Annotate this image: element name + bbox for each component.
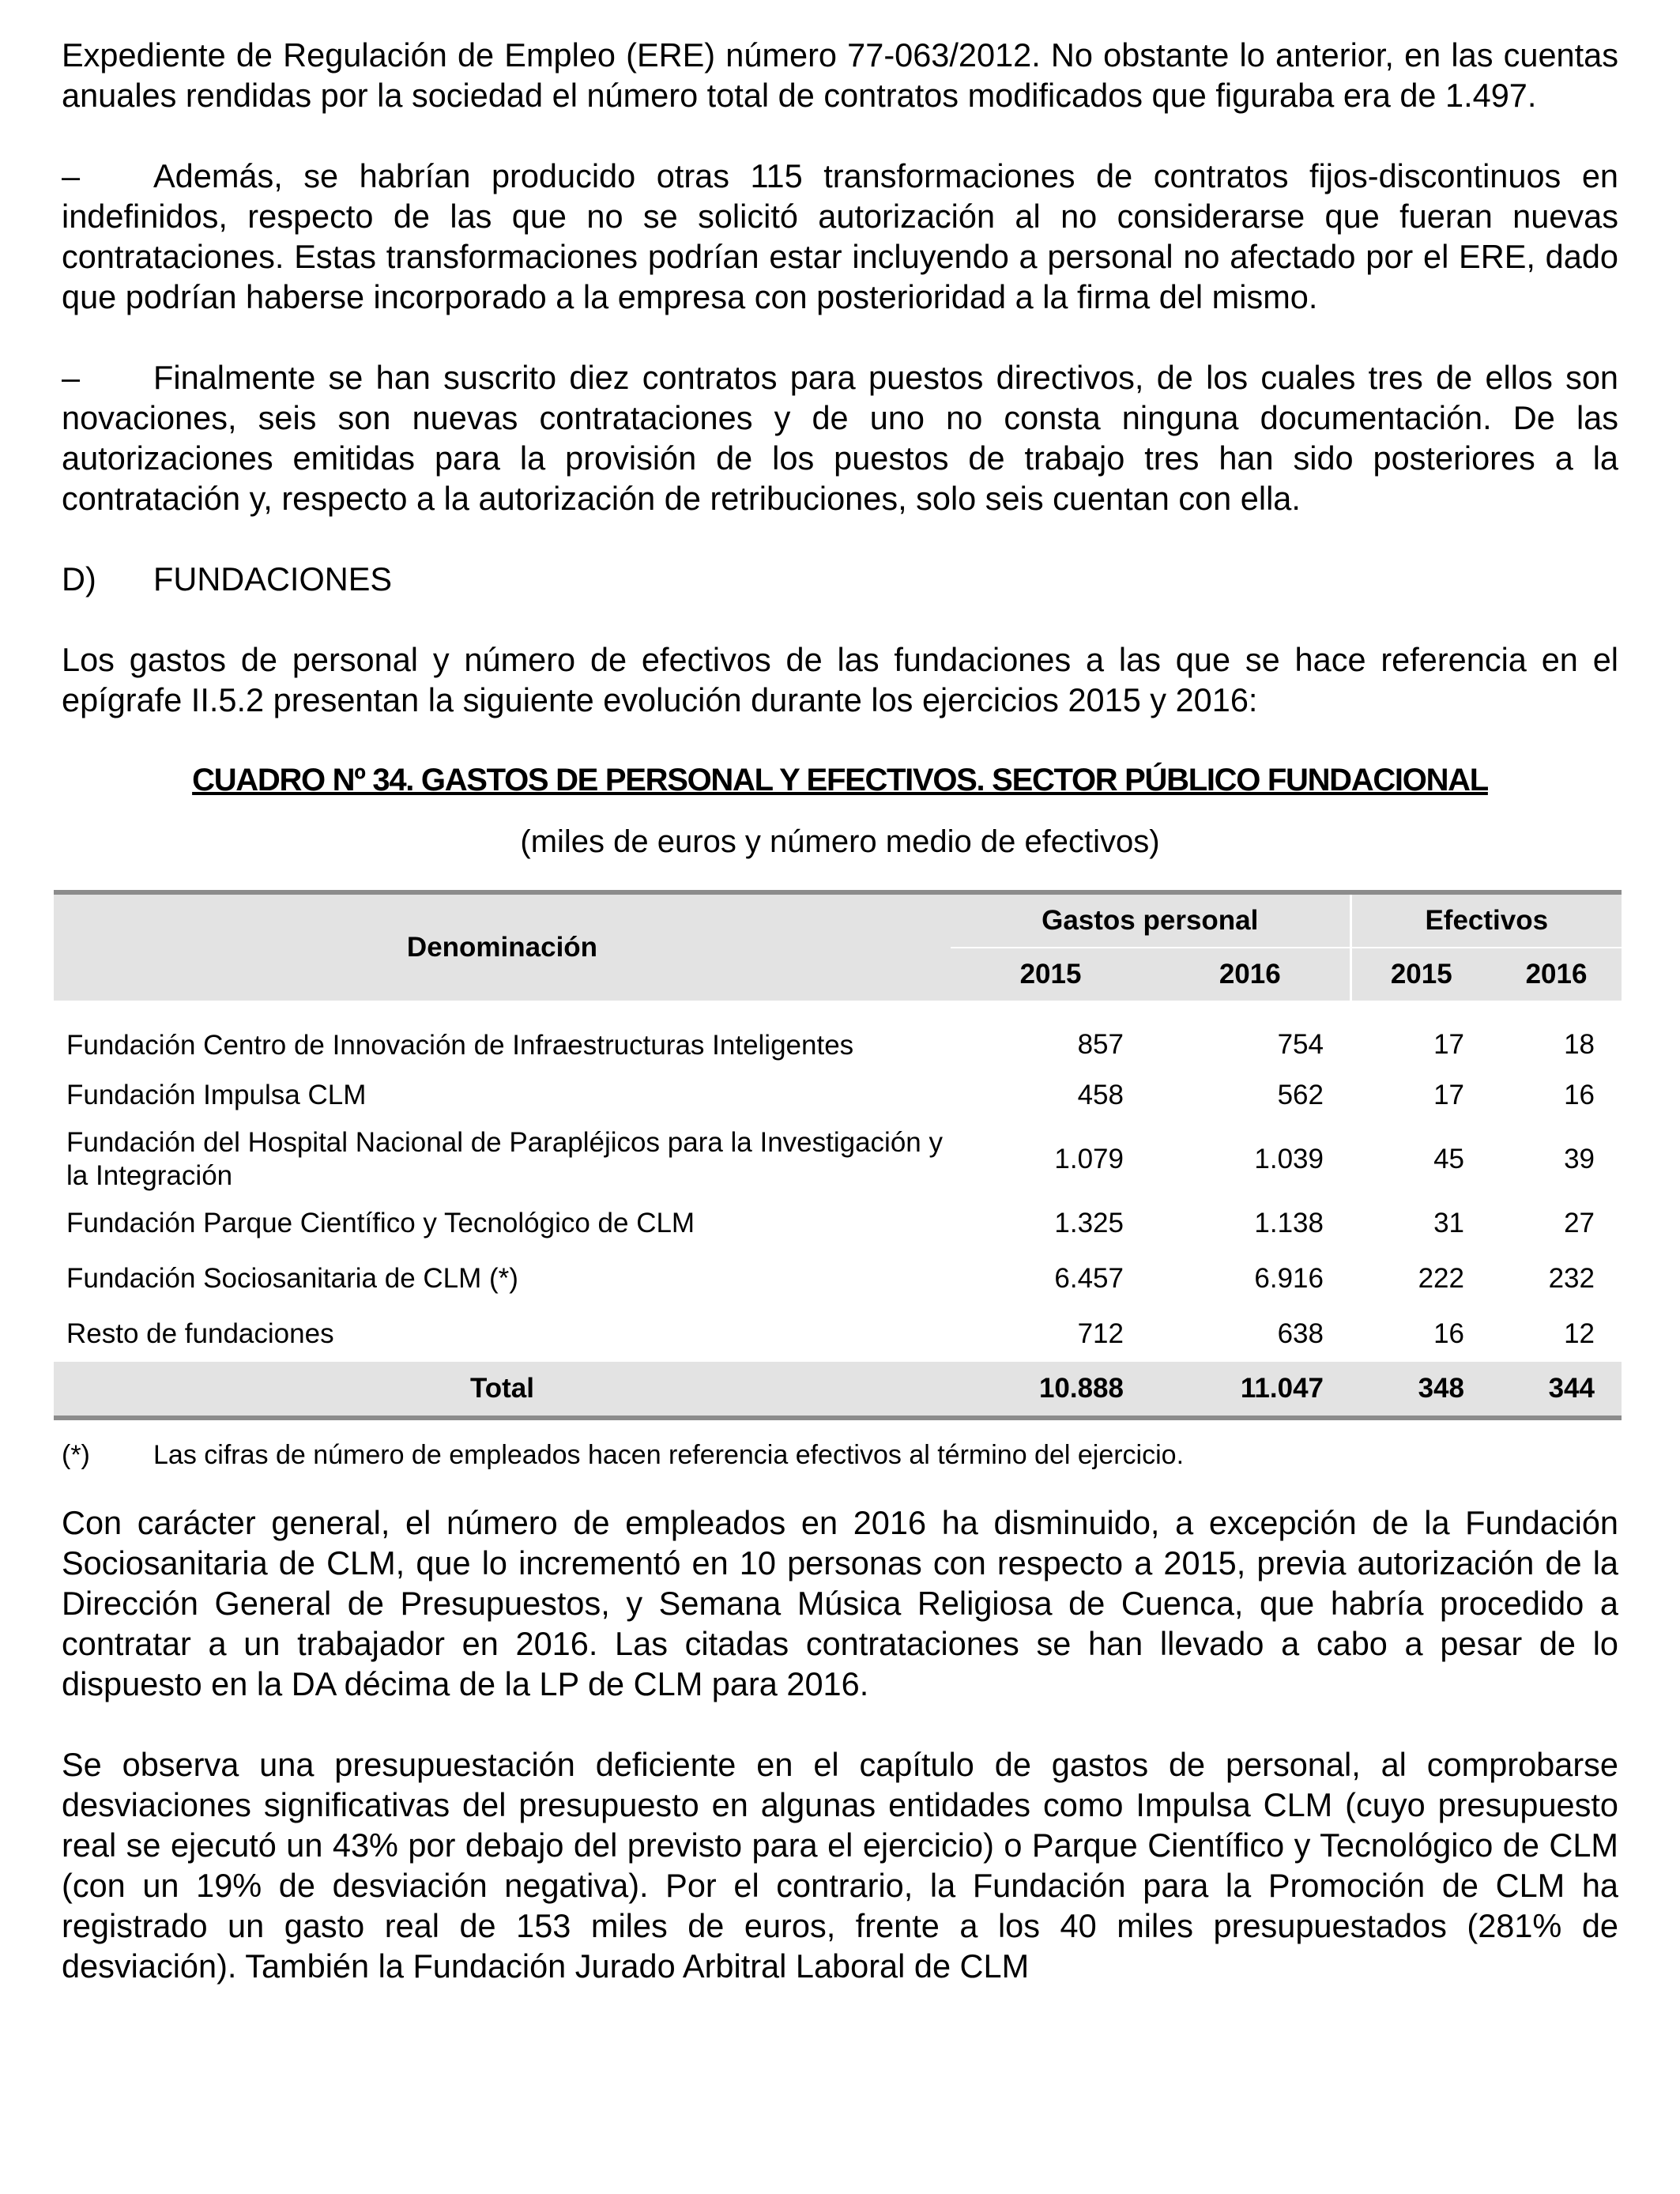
cell-gastos-2016: 638 xyxy=(1277,1318,1324,1349)
row-name: Fundación Impulsa CLM xyxy=(66,1080,367,1110)
cell-efectivos-2016: 16 xyxy=(1564,1080,1595,1110)
section-title: FUNDACIONES xyxy=(153,560,393,598)
total-efectivos-2016: 344 xyxy=(1491,1362,1622,1418)
table-total-row xyxy=(54,1362,1622,1418)
row-name: Fundación Centro de Innovación de Infraestructuras Inteligentes xyxy=(66,1029,854,1061)
dash-bullet: – xyxy=(62,359,81,396)
bullet-text: Finalmente se han suscrito diez contratos para puestos directivos, de los cuales tres de ellos son novaciones, seis son nuevas contrataciones y de uno no consta ninguna documentación. De las autorizaciones emitidas para la provisión de los puestos de trabajo tres han sido posteriores a la contratación y, respecto a la autorización de retribuciones, solo seis cuentan con ella. xyxy=(62,359,1618,517)
header-year-efectivos-2015: 2015 xyxy=(1350,948,1491,1001)
row-name: Fundación Parque Científico y Tecnológico de CLM xyxy=(66,1208,695,1238)
cell-gastos-2015: 1.079 xyxy=(1054,1144,1124,1174)
cell-gastos-2016: 754 xyxy=(1277,1029,1324,1060)
cell-gastos-2016: 562 xyxy=(1277,1080,1324,1110)
paragraph-intro: Los gastos de personal y número de efectivos de las fundaciones a las que se hace referencia en el epígrafe II.5.2 presentan la siguiente evolución durante los ejercicios 2015 y 2016: xyxy=(62,641,1618,718)
total-label: Total xyxy=(54,1362,951,1418)
header-year-gastos-2015: 2015 xyxy=(951,948,1151,1001)
header-year-efectivos-2016: 2016 xyxy=(1491,948,1622,1001)
header-gastos-personal: Gastos personal xyxy=(951,892,1350,948)
dash-bullet: – xyxy=(62,157,81,194)
row-name: Fundación Sociosanitaria de CLM (*) xyxy=(66,1263,518,1294)
cell-gastos-2015: 857 xyxy=(1077,1029,1124,1060)
footnote-text: Las cifras de número de empleados hacen referencia efectivos al término del ejercicio. xyxy=(153,1440,1185,1470)
cell-efectivos-2016: 39 xyxy=(1564,1144,1595,1174)
cell-efectivos-2015: 16 xyxy=(1433,1318,1464,1349)
table-title: CUADRO Nº 34. GASTOS DE PERSONAL Y EFECTIVOS. SECTOR PÚBLICO FUNDACIONAL xyxy=(192,763,1488,797)
table-row xyxy=(54,1306,1622,1362)
table-row xyxy=(54,1196,1622,1251)
section-heading xyxy=(62,559,1618,599)
cell-gastos-2015: 458 xyxy=(1077,1080,1124,1110)
document-page xyxy=(62,35,1618,2026)
cell-efectivos-2015: 17 xyxy=(1433,1029,1464,1060)
cell-gastos-2016: 6.916 xyxy=(1254,1263,1324,1294)
cell-efectivos-2015: 31 xyxy=(1433,1208,1464,1238)
table-row xyxy=(54,1068,1622,1123)
header-denominacion: Denominación xyxy=(54,892,951,1001)
table-row xyxy=(54,1001,1622,1068)
cell-gastos-2015: 712 xyxy=(1077,1318,1124,1349)
cell-efectivos-2016: 12 xyxy=(1564,1318,1595,1349)
bullet-directivos xyxy=(62,357,1618,518)
cell-efectivos-2015: 17 xyxy=(1433,1080,1464,1110)
paragraph-empleados: Con carácter general, el número de empleados en 2016 ha disminuido, a excepción de la Fundación Sociosanitaria de CLM, que lo incrementó en 10 personas con respecto a 2015, previa autorización de la Dirección General de Presupuestos, y Semana Música Religiosa de Cuenca, que habría procedido a contratar a un trabajador en 2016. Las citadas contrataciones se han llevado a cabo a pesar de lo dispuesto en la DA décima de la LP de CLM para 2016. xyxy=(62,1504,1618,1702)
bullet-transformaciones xyxy=(62,156,1618,317)
table-row xyxy=(54,1251,1622,1306)
header-efectivos: Efectivos xyxy=(1350,892,1622,948)
cell-gastos-2016: 1.039 xyxy=(1254,1144,1324,1174)
header-year-gastos-2016: 2016 xyxy=(1151,948,1350,1001)
total-efectivos-2015: 348 xyxy=(1350,1362,1491,1418)
paragraph-presupuestacion: Se observa una presupuestación deficiente en el capítulo de gastos de personal, al comprobarse desviaciones significativas del presupuesto en algunas entidades como Impulsa CLM (cuyo presupuesto real se ejecutó un 43% por debajo del previsto para el ejercicio) o Parque Científico y Tecnológico de CLM (con un 19% de desviación negativa). Por el contrario, la Fundación para la Promoción de CLM ha registrado un gasto real de 153 miles de euros, frente a los 40 miles presupuestados (281% de desviación). También la Fundación Jurado Arbitral Laboral de CLM xyxy=(62,1746,1618,1985)
row-name: Fundación del Hospital Nacional de Parapléjicos para la Investigación y la Integración xyxy=(66,1127,943,1191)
cell-efectivos-2016: 27 xyxy=(1564,1208,1595,1238)
gastos-personal-table xyxy=(54,890,1622,1420)
cell-efectivos-2016: 18 xyxy=(1564,1029,1595,1060)
total-gastos-2016: 11.047 xyxy=(1151,1362,1350,1418)
cell-gastos-2016: 1.138 xyxy=(1254,1208,1324,1238)
section-letter: D) xyxy=(62,560,96,598)
paragraph-ere: Expediente de Regulación de Empleo (ERE) número 77-063/2012. No obstante lo anterior, en las cuentas anuales rendidas por la sociedad el número total de contratos modificados que figuraba era de 1.497. xyxy=(62,36,1618,114)
cell-gastos-2015: 1.325 xyxy=(1054,1208,1124,1238)
table-row xyxy=(54,1123,1622,1196)
total-gastos-2015: 10.888 xyxy=(951,1362,1151,1418)
cell-efectivos-2016: 232 xyxy=(1548,1263,1595,1294)
row-name: Resto de fundaciones xyxy=(66,1318,334,1349)
cell-efectivos-2015: 45 xyxy=(1433,1144,1464,1174)
bullet-text: Además, se habrían producido otras 115 transformaciones de contratos fijos-discontinuos en indefinidos, respecto de las que no se solicitó autorización al no considerarse que fueran nuevas contrataciones. Estas transformaciones podrían estar incluyendo a personal no afectado por el ERE, dado que podrían haberse incorporado a la empresa con posterioridad a la firma del mismo. xyxy=(62,157,1618,315)
cell-gastos-2015: 6.457 xyxy=(1054,1263,1124,1294)
footnote-mark: (*) xyxy=(62,1440,90,1470)
cell-efectivos-2015: 222 xyxy=(1418,1263,1464,1294)
table-subtitle: (miles de euros y número medio de efectivos) xyxy=(520,824,1160,859)
table-footnote xyxy=(62,1439,1618,1471)
